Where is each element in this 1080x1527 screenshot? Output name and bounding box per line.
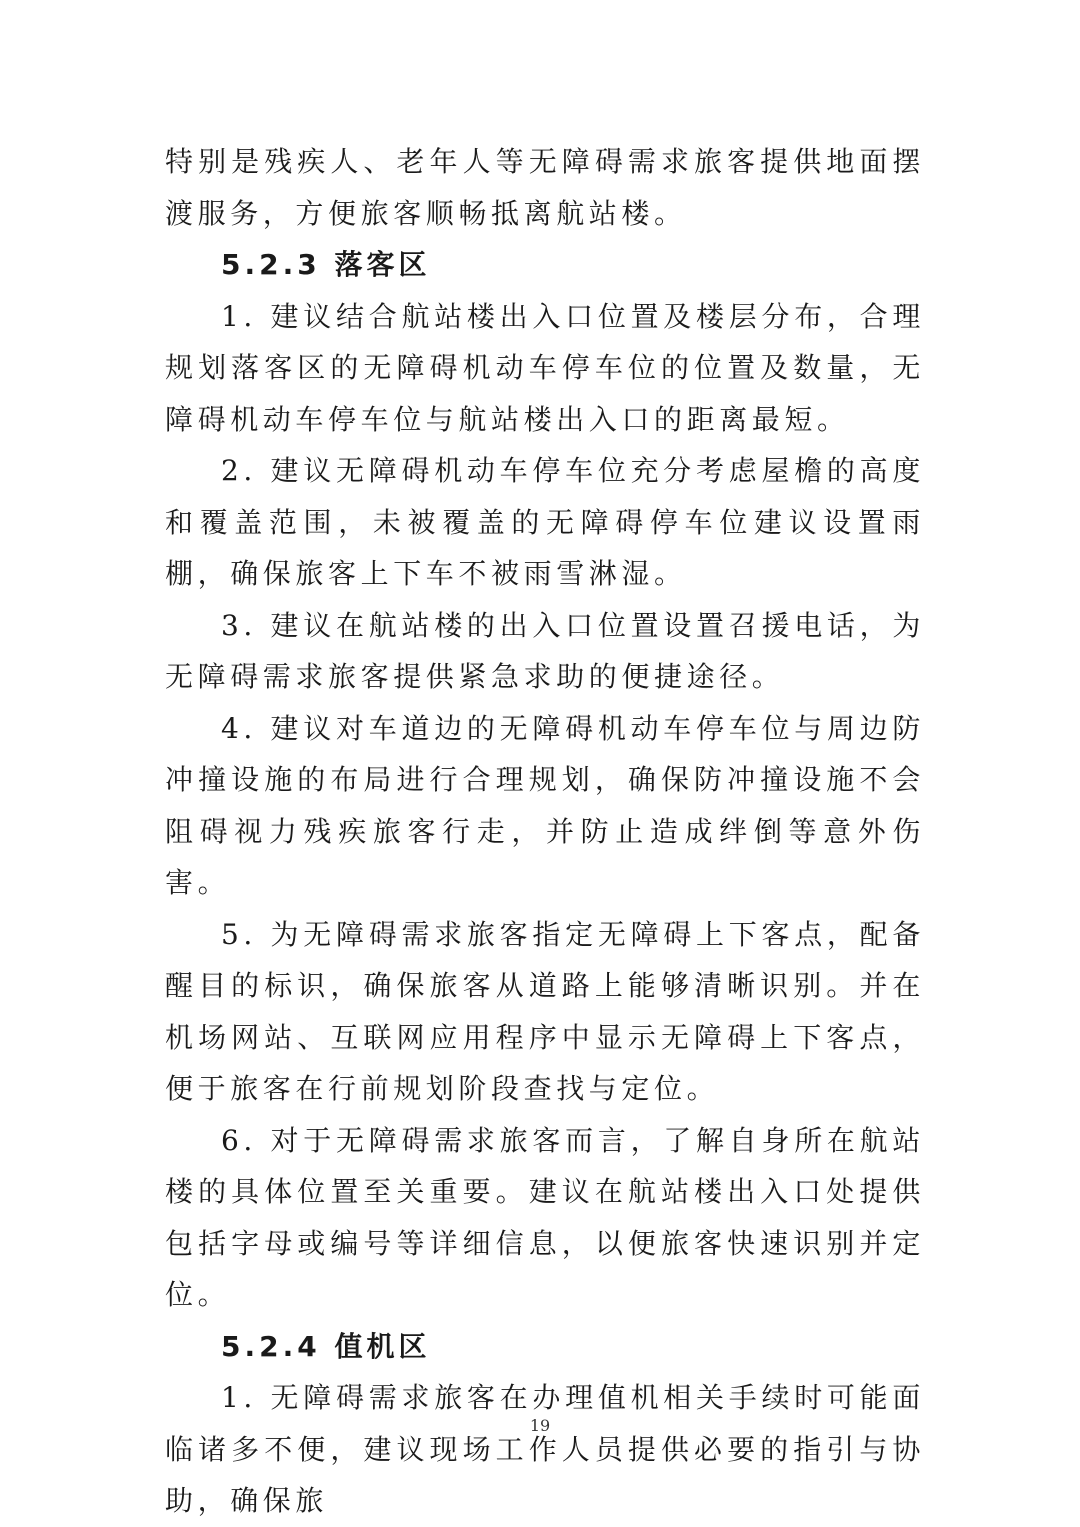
list-item: 1. 建议结合航站楼出入口位置及楼层分布，合理规划落客区的无障碍机动车停车位的位置及数量，无障碍机动车停车位与航站楼出入口的距离最短。 [165, 299, 925, 436]
list-item: 4. 建议对车道边的无障碍机动车停车位与周边防冲撞设施的布局进行合理规划，确保防冲撞设施不会阻碍视力残疾旅客行走，并防止造成绊倒等意外伤害。 [165, 711, 925, 899]
section-heading-5-2-4: 5.2.4 值机区 [221, 1329, 431, 1363]
list-item: 2. 建议无障碍机动车停车位充分考虑屋檐的高度和覆盖范围，未被覆盖的无障碍停车位建议设置雨棚，确保旅客上下车不被雨雪淋湿。 [165, 454, 925, 590]
list-item: 3. 建议在航站楼的出入口位置设置召援电话，为无障碍需求旅客提供紧急求助的便捷途径。 [165, 608, 925, 693]
document-body [165, 136, 925, 1527]
list-item: 6. 对于无障碍需求旅客而言，了解自身所在航站楼的具体位置至关重要。建议在航站楼出入口处提供包括字母或编号等详细信息，以便旅客快速识别并定位。 [165, 1123, 925, 1311]
page-number: 19 [529, 1416, 551, 1435]
section-heading-5-2-3: 5.2.3 落客区 [221, 248, 431, 281]
list-item: 1. 无障碍需求旅客在办理值机相关手续时可能面临诸多不便，建议现场工作人员提供必要的指引与协助，确保旅 [165, 1381, 925, 1517]
list-item: 5. 为无障碍需求旅客指定无障碍上下客点，配备醒目的标识，确保旅客从道路上能够清晰识别。并在机场网站、互联网应用程序中显示无障碍上下客点，便于旅客在行前规划阶段查找与定位。 [165, 917, 925, 1105]
intro-paragraph: 特别是残疾人、老年人等无障碍需求旅客提供地面摆渡服务，方便旅客顺畅抵离航站楼。 [165, 145, 925, 230]
